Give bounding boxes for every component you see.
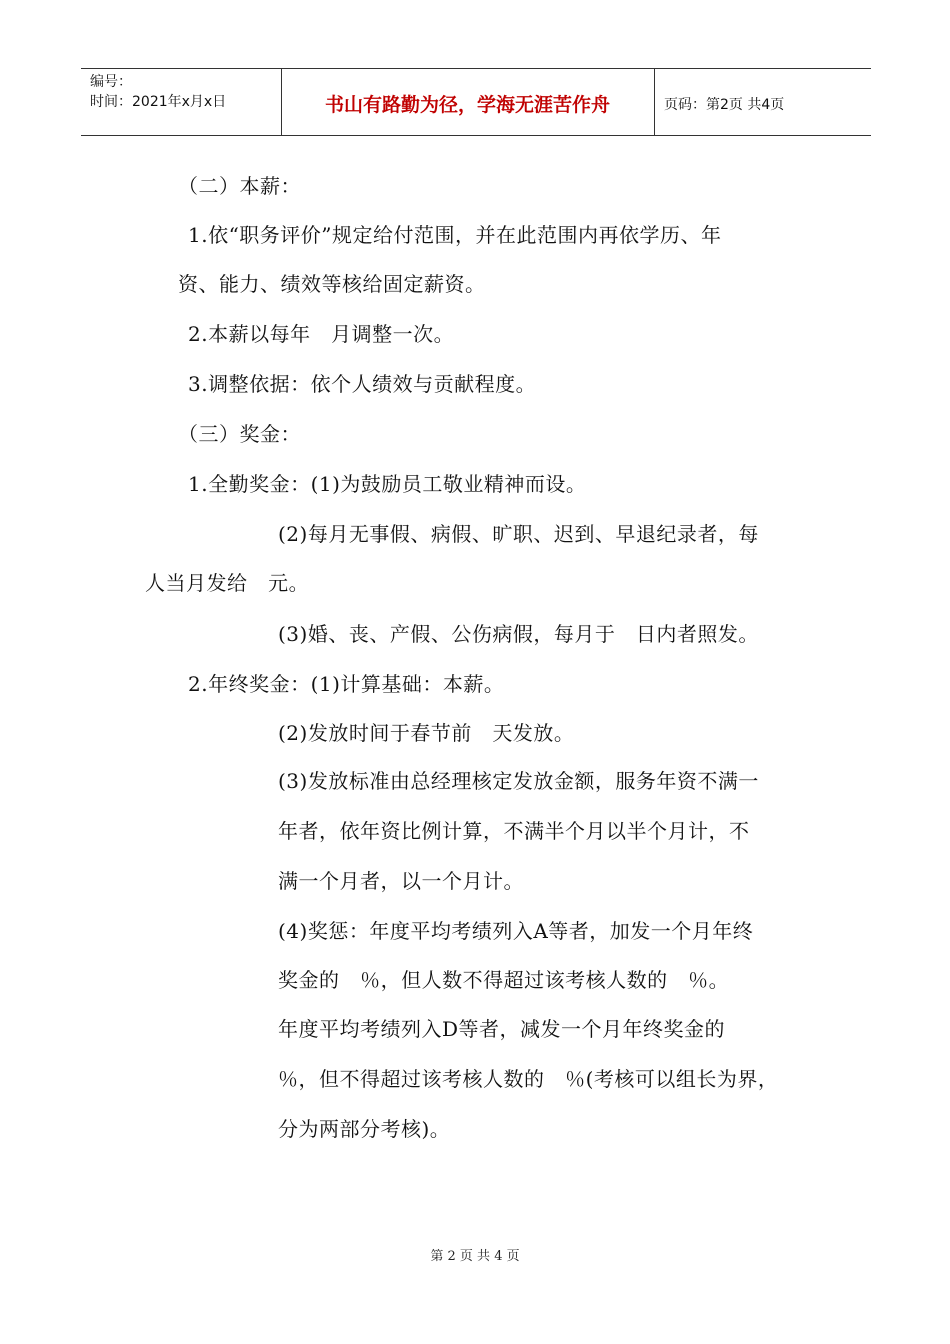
header-bottom-rule [81, 135, 871, 136]
page-footer-number: 第 2 页 共 4 页 [430, 1249, 520, 1264]
document-time-label: 时间：2021年x月x日 [90, 94, 227, 110]
header-divider-right [654, 68, 655, 136]
page-header [81, 68, 871, 137]
header-motto: 书山有路勤为径，学海无涯苦作舟 [324, 94, 610, 116]
paragraph-line: 资、能力、绩效等核给固定薪资。 [178, 272, 486, 296]
paragraph-line: 满一个月者，以一个月计。 [278, 869, 524, 893]
paragraph-line: 年者，依年资比例计算，不满半个月以半个月计，不 [278, 819, 750, 843]
paragraph-line: 2.本薪以每年 月调整一次。 [188, 322, 455, 346]
section-heading-base-salary: （二）本薪： [178, 174, 301, 198]
paragraph-line: 奖金的 ％，但人数不得超过该考核人数的 ％。 [278, 968, 730, 992]
paragraph-line: 年度平均考绩列入D等者，减发一个月年终奖金的 [278, 1017, 726, 1041]
paragraph-line: 3.调整依据：依个人绩效与贡献程度。 [188, 372, 537, 396]
paragraph-line: ％，但不得超过该考核人数的 ％(考核可以组长为界， [278, 1067, 779, 1091]
paragraph-line: (2)发放时间于春节前 天发放。 [278, 721, 575, 745]
document-number-label: 编号： [90, 74, 132, 90]
header-top-rule [81, 68, 871, 69]
header-page-number: 页码：第2页 共4页 [664, 97, 785, 113]
paragraph-line: 1.依“职务评价”规定给付范围，并在此范围内再依学历、年 [188, 223, 722, 247]
paragraph-line: 2.年终奖金：(1)计算基础：本薪。 [188, 672, 505, 696]
paragraph-line: (3)婚、丧、产假、公伤病假，每月于 日内者照发。 [278, 622, 759, 646]
paragraph-line: (2)每月无事假、病假、旷职、迟到、早退纪录者，每 [278, 522, 759, 546]
paragraph-line: 1.全勤奖金：(1)为鼓励员工敬业精神而设。 [188, 472, 587, 496]
section-heading-bonus: （三）奖金： [178, 422, 301, 446]
paragraph-line: 分为两部分考核)。 [278, 1117, 451, 1141]
paragraph-line: (4)奖惩：年度平均考绩列入A等者，加发一个月年终 [278, 919, 754, 943]
paragraph-line: 人当月发给 元。 [145, 571, 310, 595]
paragraph-line: (3)发放标准由总经理核定发放金额，服务年资不满一 [278, 769, 759, 793]
